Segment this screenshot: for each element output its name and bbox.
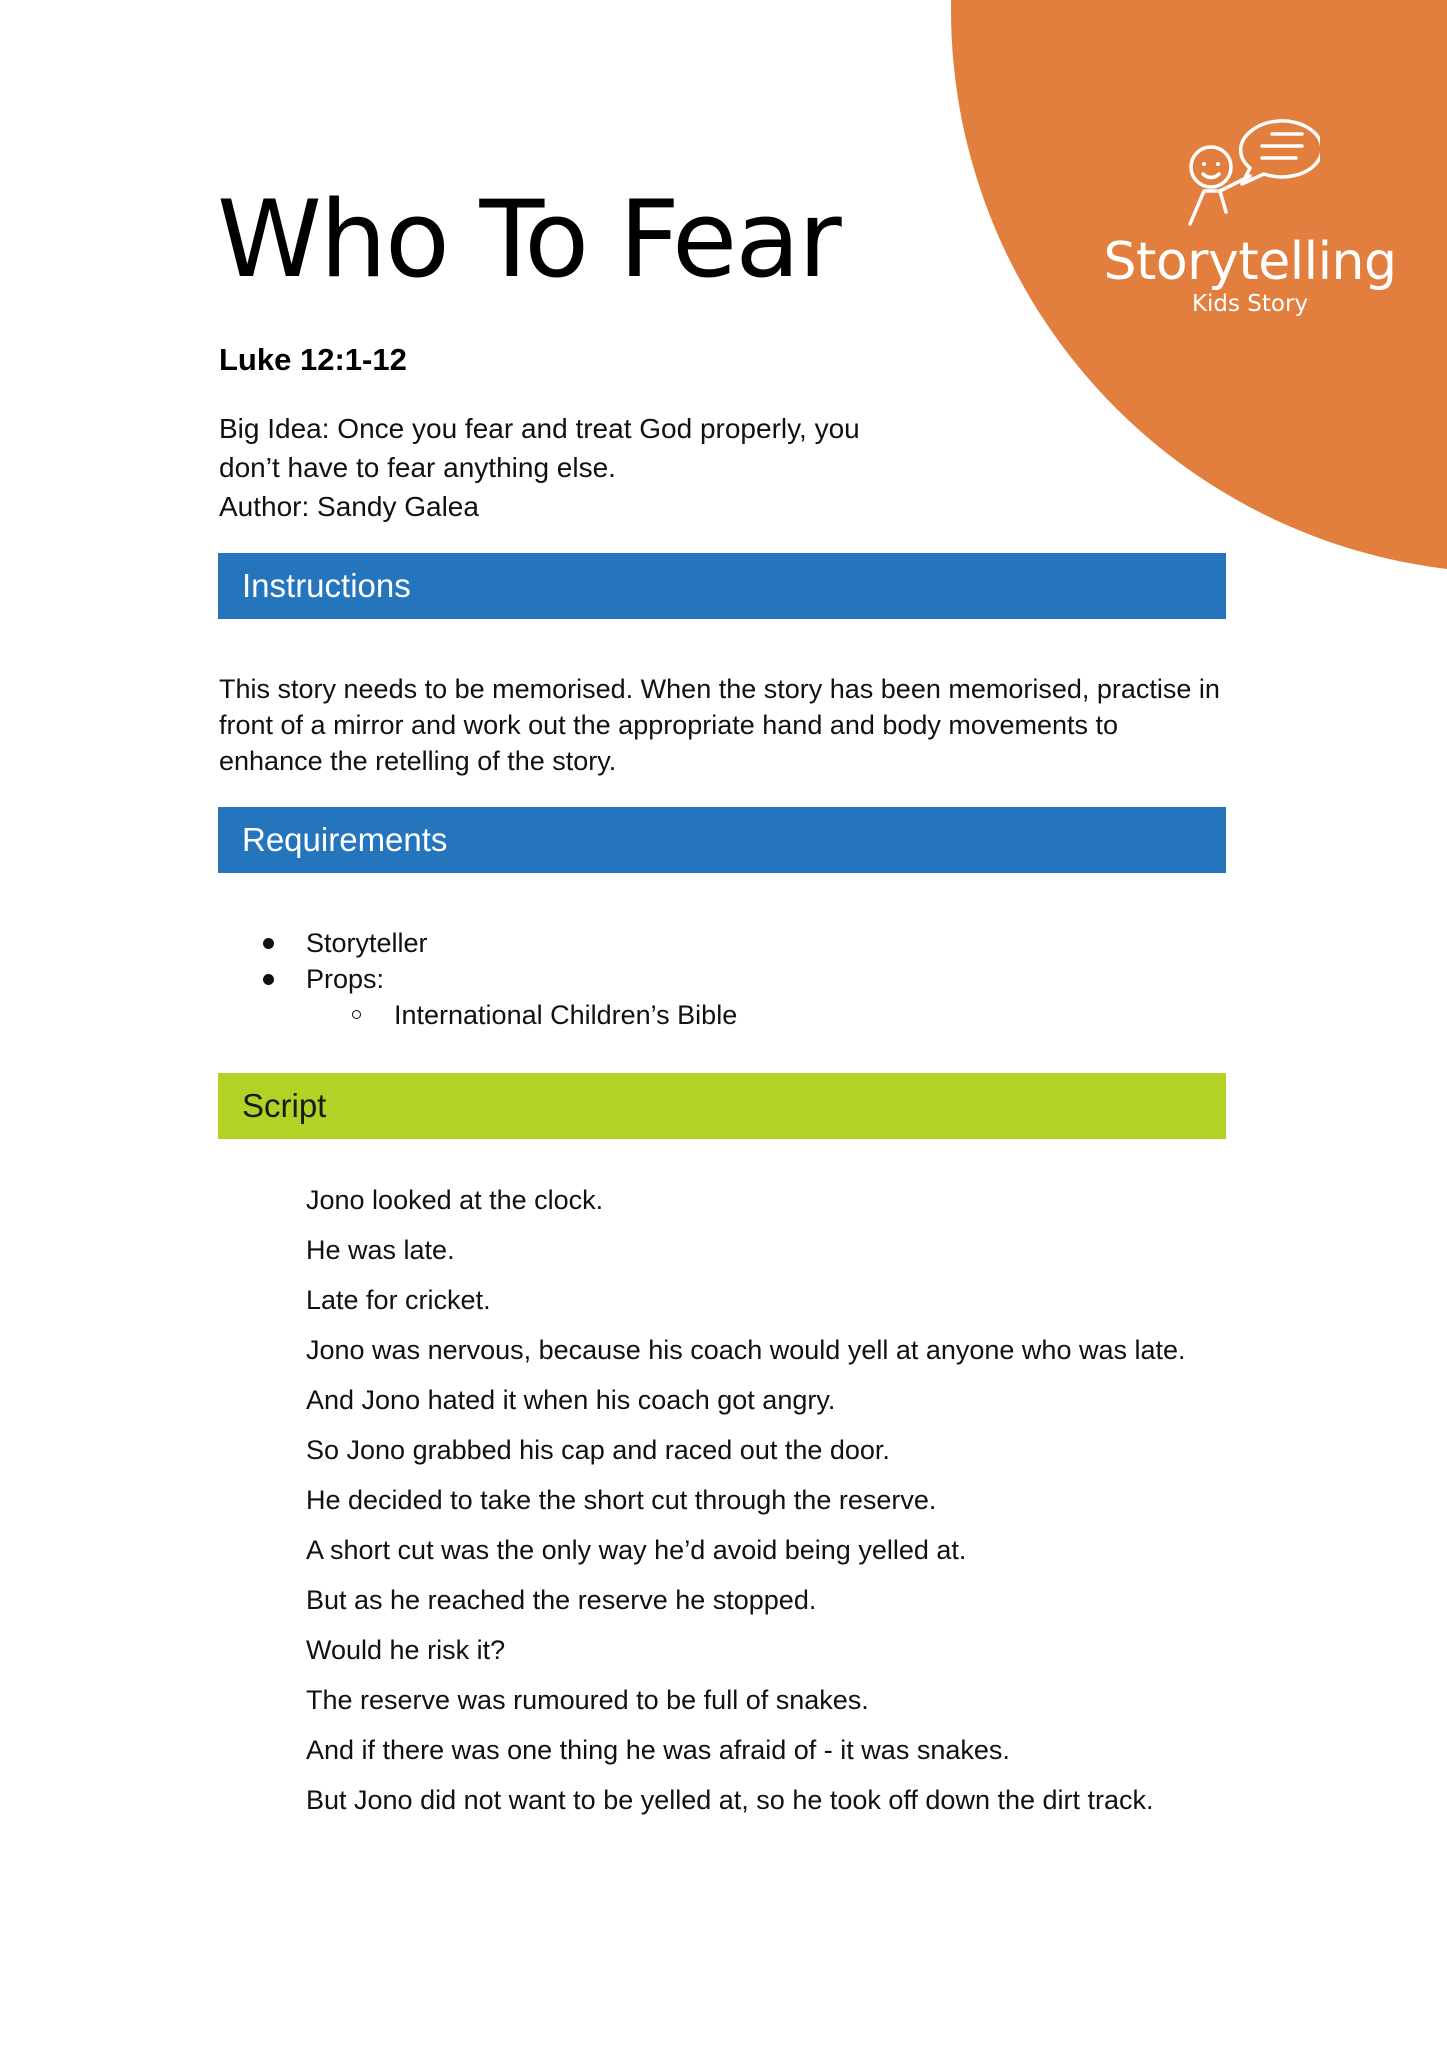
script-line: Jono was nervous, because his coach would yell at anyone who was late. [306,1335,1186,1365]
script-line: The reserve was rumoured to be full of snakes. [306,1685,869,1715]
list-item [219,925,1119,961]
script-line: And if there was one thing he was afraid of - it was snakes. [306,1735,1010,1765]
author: Author: Sandy Galea [219,491,479,522]
script-line: And Jono hated it when his coach got angry. [306,1385,836,1415]
script-body [306,1185,1186,1835]
big-idea-line-1: Big Idea: Once you fear and treat God properly, you [219,413,860,444]
big-idea-line-2: don’t have to fear anything else. [219,452,616,483]
brand-subtitle: Kids Story [1191,291,1309,317]
script-line: He was late. [306,1235,455,1265]
script-line: But as he reached the reserve he stopped. [306,1585,817,1615]
list-item [219,997,1119,1033]
storyteller-speech-bubble-icon [1180,112,1320,232]
instructions-text: This story needs to be memorised. When the story has been memorised, practise in front of a mirror and work out the appropriate hand and body movements to enhance the retelling of the story. [219,674,1220,776]
list-item [219,961,1119,997]
requirement-storyteller: Storyteller [306,928,428,958]
bullet-icon [263,938,274,949]
script-heading: Script [218,1073,1226,1139]
requirements-list [219,925,1119,1033]
script-line: Would he risk it? [306,1635,506,1665]
page-title: Who To Fear [217,178,840,301]
script-line: But Jono did not want to be yelled at, so he took off down the dirt track. [306,1785,1154,1815]
hollow-bullet-icon [352,1010,361,1019]
requirement-bible: International Children’s Bible [394,1000,738,1030]
instructions-heading: Instructions [218,553,1226,619]
script-line: So Jono grabbed his cap and raced out the door. [306,1435,890,1465]
bullet-icon [263,974,274,985]
script-line: A short cut was the only way he’d avoid being yelled at. [306,1535,967,1565]
requirements-heading: Requirements [218,807,1226,873]
requirement-props: Props: [306,964,385,994]
script-line: Jono looked at the clock. [306,1185,604,1215]
scripture-reference: Luke 12:1-12 [219,342,407,377]
brand-name: Storytelling [1103,232,1397,292]
script-line: He decided to take the short cut through the reserve. [306,1485,937,1515]
script-line: Late for cricket. [306,1285,491,1315]
story-meta [219,409,939,526]
